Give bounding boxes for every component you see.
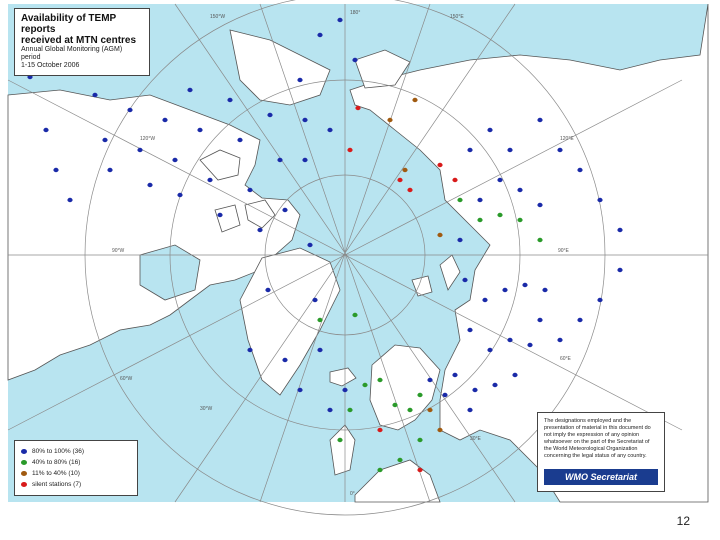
station-marker bbox=[577, 318, 582, 322]
station-marker bbox=[617, 228, 622, 232]
station-marker bbox=[507, 338, 512, 342]
meridian-label-180: 180° bbox=[350, 10, 361, 16]
station-marker bbox=[302, 118, 307, 122]
station-marker bbox=[337, 18, 342, 22]
station-marker bbox=[407, 408, 412, 412]
station-marker bbox=[327, 408, 332, 412]
station-marker bbox=[92, 93, 97, 97]
station-marker bbox=[337, 438, 342, 442]
station-marker bbox=[412, 98, 417, 102]
station-marker bbox=[397, 458, 402, 462]
station-marker bbox=[452, 373, 457, 377]
title-line-5: 1-15 October 2006 bbox=[21, 62, 80, 69]
meridian-label-30e: 30°E bbox=[470, 436, 481, 442]
station-marker bbox=[67, 198, 72, 202]
station-marker bbox=[107, 168, 112, 172]
legend-label: silent stations (7) bbox=[32, 481, 82, 488]
meridian-label-90e: 90°E bbox=[558, 248, 569, 254]
legend-marker-red bbox=[21, 482, 27, 487]
station-marker bbox=[487, 128, 492, 132]
meridian-label-60e: 60°E bbox=[560, 356, 571, 362]
station-marker bbox=[307, 243, 312, 247]
disclaimer-text: The designations employed and the presentation of material in this document do not imply the expression of any opinion whatsoever on the part of the Secretariat of the World Meteorological Organization concerning the legal status of any country. bbox=[544, 418, 651, 459]
meridian-label-150w: 150°W bbox=[210, 14, 226, 20]
station-marker bbox=[265, 288, 270, 292]
page-number: 12 bbox=[676, 514, 690, 528]
station-marker bbox=[227, 98, 232, 102]
station-marker bbox=[43, 128, 48, 132]
station-marker bbox=[247, 188, 252, 192]
station-marker bbox=[237, 138, 242, 142]
station-marker bbox=[402, 168, 407, 172]
station-marker bbox=[512, 373, 517, 377]
station-marker bbox=[162, 118, 167, 122]
station-marker bbox=[517, 188, 522, 192]
station-marker bbox=[457, 198, 462, 202]
legend-item bbox=[21, 446, 131, 457]
station-marker bbox=[482, 298, 487, 302]
meridian-label-120w: 120°W bbox=[140, 136, 156, 142]
legend-marker-blue bbox=[21, 449, 27, 454]
station-marker bbox=[417, 393, 422, 397]
station-marker bbox=[352, 313, 357, 317]
legend-marker-green bbox=[21, 460, 27, 465]
title-line-4: period bbox=[21, 54, 41, 61]
station-marker bbox=[282, 208, 287, 212]
station-marker bbox=[297, 388, 302, 392]
station-marker bbox=[217, 213, 222, 217]
station-marker bbox=[537, 203, 542, 207]
legend-marker-brown bbox=[21, 471, 27, 476]
station-marker bbox=[497, 213, 502, 217]
station-marker bbox=[407, 188, 412, 192]
map-title-box bbox=[14, 8, 150, 76]
meridian-label-150e: 150°E bbox=[450, 14, 464, 20]
legend-item bbox=[21, 479, 131, 490]
station-marker bbox=[487, 348, 492, 352]
station-marker bbox=[507, 148, 512, 152]
station-marker bbox=[577, 168, 582, 172]
station-marker bbox=[502, 288, 507, 292]
station-marker bbox=[312, 298, 317, 302]
station-marker bbox=[477, 198, 482, 202]
station-marker bbox=[472, 388, 477, 392]
station-marker bbox=[267, 113, 272, 117]
station-marker bbox=[297, 78, 302, 82]
station-marker bbox=[427, 408, 432, 412]
station-marker bbox=[397, 178, 402, 182]
station-marker bbox=[477, 218, 482, 222]
station-marker bbox=[452, 178, 457, 182]
station-marker bbox=[457, 238, 462, 242]
title-line-2: received at MTN centres bbox=[21, 35, 137, 46]
station-marker bbox=[437, 428, 442, 432]
legend-label: 11% to 40% (10) bbox=[32, 470, 80, 477]
station-marker bbox=[527, 343, 532, 347]
station-marker bbox=[467, 408, 472, 412]
map-legend bbox=[14, 440, 138, 496]
station-marker bbox=[147, 183, 152, 187]
station-marker bbox=[557, 338, 562, 342]
station-marker bbox=[377, 468, 382, 472]
station-marker bbox=[522, 283, 527, 287]
disclaimer-box bbox=[537, 412, 665, 492]
meridian-label-120e: 120°E bbox=[560, 136, 574, 142]
station-marker bbox=[355, 106, 360, 110]
meridian-label-30w: 30°W bbox=[200, 406, 213, 412]
meridian-label-60w: 60°W bbox=[120, 376, 133, 382]
station-marker bbox=[467, 328, 472, 332]
meridian-label-0: 0° bbox=[350, 491, 355, 497]
station-marker bbox=[617, 268, 622, 272]
station-marker bbox=[102, 138, 107, 142]
legend-item bbox=[21, 457, 131, 468]
station-marker bbox=[537, 118, 542, 122]
station-marker bbox=[257, 228, 262, 232]
station-marker bbox=[442, 393, 447, 397]
legend-label: 40% to 80% (16) bbox=[32, 459, 81, 466]
station-marker bbox=[517, 218, 522, 222]
station-marker bbox=[347, 408, 352, 412]
station-marker bbox=[597, 198, 602, 202]
station-marker bbox=[347, 148, 352, 152]
station-marker bbox=[437, 163, 442, 167]
station-marker bbox=[542, 288, 547, 292]
station-marker bbox=[327, 128, 332, 132]
station-marker bbox=[417, 468, 422, 472]
station-marker bbox=[537, 318, 542, 322]
station-marker bbox=[127, 108, 132, 112]
station-marker bbox=[377, 428, 382, 432]
legend-item bbox=[21, 468, 131, 479]
title-line-1: Availability of TEMP reports bbox=[21, 13, 117, 35]
station-marker bbox=[537, 238, 542, 242]
station-marker bbox=[302, 158, 307, 162]
meridian-label-90w: 90°W bbox=[112, 248, 125, 254]
station-marker bbox=[597, 298, 602, 302]
station-marker bbox=[497, 178, 502, 182]
station-marker bbox=[197, 128, 202, 132]
title-line-3: Annual Global Monitoring (AGM) bbox=[21, 46, 123, 53]
station-marker bbox=[317, 348, 322, 352]
station-marker bbox=[467, 148, 472, 152]
station-marker bbox=[137, 148, 142, 152]
station-marker bbox=[317, 318, 322, 322]
station-marker bbox=[247, 348, 252, 352]
station-marker bbox=[282, 358, 287, 362]
station-marker bbox=[352, 58, 357, 62]
wmo-secretariat-badge: WMO Secretariat bbox=[544, 469, 658, 485]
station-marker bbox=[53, 168, 58, 172]
station-marker bbox=[342, 388, 347, 392]
station-marker bbox=[427, 378, 432, 382]
station-marker bbox=[172, 158, 177, 162]
station-marker bbox=[392, 403, 397, 407]
station-marker bbox=[492, 383, 497, 387]
station-marker bbox=[362, 383, 367, 387]
station-marker bbox=[462, 278, 467, 282]
station-marker bbox=[277, 158, 282, 162]
station-marker bbox=[317, 33, 322, 37]
station-marker bbox=[187, 88, 192, 92]
station-marker bbox=[177, 193, 182, 197]
station-marker bbox=[557, 148, 562, 152]
station-marker bbox=[207, 178, 212, 182]
station-marker bbox=[387, 118, 392, 122]
station-marker bbox=[437, 233, 442, 237]
legend-label: 80% to 100% (36) bbox=[32, 448, 85, 455]
station-marker bbox=[417, 438, 422, 442]
station-marker bbox=[377, 378, 382, 382]
